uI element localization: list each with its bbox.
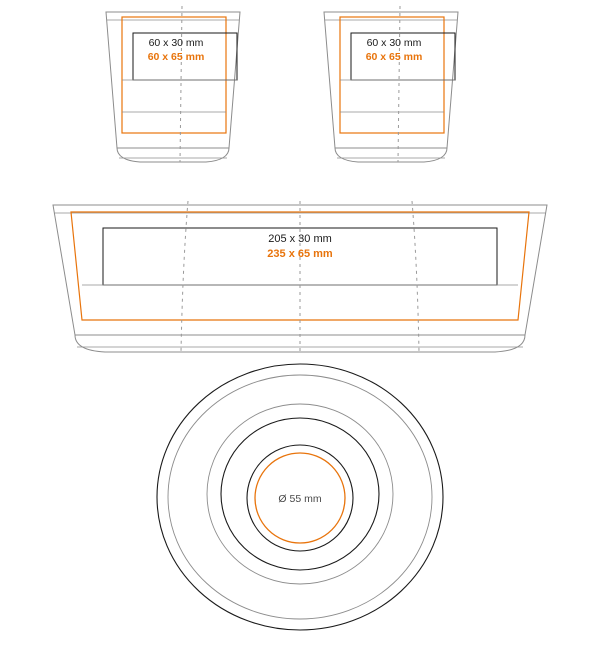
print-area-large-outline xyxy=(122,17,226,133)
center-guide-dashed xyxy=(398,6,400,162)
top-left-cup-view xyxy=(106,6,240,162)
guide-dashed-right xyxy=(412,201,419,352)
center-guide-dashed xyxy=(180,6,182,162)
cup-base-outline xyxy=(117,148,229,162)
circle-diameter-label: Ø 55 mm xyxy=(278,493,322,505)
print-area-large-outline xyxy=(340,17,444,133)
cup-base-outline xyxy=(335,148,447,162)
band-dimension-label: 205 x 30 mm 235 x 65 mm xyxy=(267,233,333,260)
top-right-cup-view xyxy=(324,6,458,162)
unrolled-band-view xyxy=(53,201,547,352)
top-left-cup-dimension-label: 60 x 30 mm 60 x 65 mm xyxy=(147,37,205,64)
top-right-cup-dimension-label: 60 x 30 mm 60 x 65 mm xyxy=(365,37,423,64)
guide-dashed-left xyxy=(181,201,188,352)
